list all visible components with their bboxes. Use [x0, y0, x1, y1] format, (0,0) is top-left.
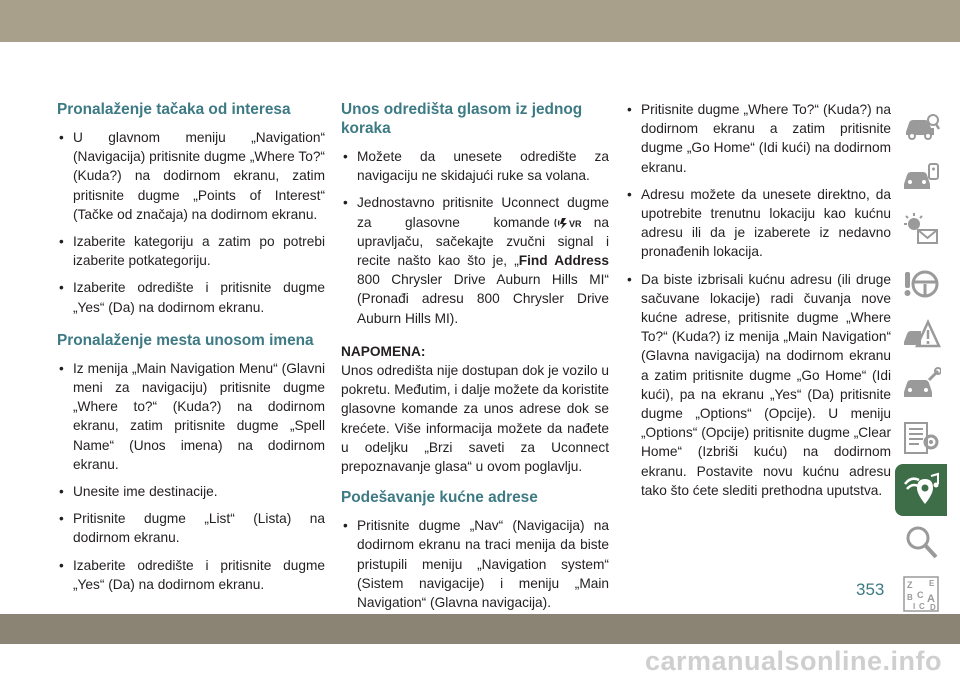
note-body: Unos odredišta nije dostupan dok je vozilo u pokretu. Međutim, i dalje možete da koristite glasovne komande za unos adrese dok se krećete. Više informacija možete da nađete u odeljku „Brzi saveti za Uconnect prepoznavanje glasa“ u ovom poglavlju.: [341, 363, 609, 475]
list-item: • Možete da unesete odredište za navigaciju ne skidajući ruke sa volana.: [341, 147, 609, 185]
item-text: na upravljaču, sačekajte zvučni signal i recite našto kao što je, „: [357, 214, 609, 269]
list-item: • U glavnom meniju „Navigation“ (Navigacija) pritisnite dugme „Where To?“ (Kuda?) na dodirnom ekranu, zatim pritisnite dugme „Points of Interest“ (Tačke od značaja) na dodirnom ekranu.: [57, 128, 325, 224]
svg-text:Z: Z: [907, 580, 913, 590]
list-item: • Da biste izbrisali kućnu adresu (ili druge sačuvane lokacije) radi čuvanja nove kućne adrese, pritisnite dugme „Where To?“ (Kuda?) iz menija „Main Navigation“ (Glavna navigacija) na dodirnom ekranu a zatim pritisnite dugme „Go Home“ (Idi kući), pa na ekranu „Yes“ (Da) pritisnite dugme „Options“ (Opcije). U meniju „Options“ (Opcije) pritisnite dugme „Clear Home“ (Izbriši kuću) na dodirnom ekranu. Postavite novu kućnu adresu tako što ćete slediti prethodna uputstva.: [625, 270, 891, 500]
column-1: [57, 100, 325, 602]
voice-command-icon: [552, 216, 592, 230]
svg-text:E: E: [929, 579, 935, 588]
svg-text:B: B: [907, 593, 913, 602]
watermark: carmanualsonline.info: [644, 646, 942, 676]
tab-car-wrench[interactable]: [895, 360, 947, 412]
top-strip: [0, 42, 960, 73]
svg-text:A: A: [927, 593, 935, 605]
find-address-bold: Find Address: [518, 253, 610, 269]
top-band: [0, 0, 960, 42]
svg-text:C: C: [917, 590, 924, 600]
alphabet-index-icon: [901, 574, 941, 614]
column-2: [341, 100, 609, 620]
tab-navigation-music[interactable]: [895, 464, 947, 516]
bottom-band: [0, 614, 960, 644]
svg-text:VR: VR: [568, 218, 582, 229]
service-list-icon: [901, 418, 941, 458]
heading-spell-name: Pronalaženje mesta unosom imena: [57, 331, 314, 349]
car-wrench-icon: [901, 366, 941, 406]
list-item: • Iz menija „Main Navigation Menu“ (Glavni meni za navigaciju) pritisnite dugme „Where to?“ (Kuda?) na dodirnom ekranu, zatim pritisnite dugme „Spell Name“ (Unos imena) na dodirnom ekranu.: [57, 359, 325, 474]
tab-service-list[interactable]: [895, 412, 947, 464]
column-3: [625, 100, 891, 508]
tab-warning[interactable]: [895, 308, 947, 360]
warning-triangle-icon: [901, 314, 941, 354]
list-item: • Unesite ime destinacije.: [57, 482, 325, 501]
svg-text:D: D: [930, 603, 936, 612]
tab-car-key[interactable]: [895, 152, 947, 204]
magnifier-icon: [901, 522, 941, 562]
list-points-of-interest: [57, 128, 325, 317]
tab-search[interactable]: [895, 516, 947, 568]
heading-home-address: Podešavanje kućne adrese: [341, 489, 538, 507]
navigation-music-icon: [901, 470, 941, 510]
list-item: • Pritisnite dugme „Nav“ (Navigacija) na dodirnom ekranu na traci menija da biste pristupili meniju „Navigation system“ (Sistem navigacije) i meniju „Main Navigation“ (Glavna navigacija).: [341, 516, 609, 612]
lights-message-icon: [901, 210, 941, 250]
svg-text:I: I: [913, 602, 916, 611]
heading-one-step-voice: Unos odredišta glasom iz jednog koraka: [341, 101, 583, 137]
list-item: • Adresu možete da unesete direktno, da upotrebite trenutnu lokaciju kao kućnu adresu ili da je izaberete iz nedavno pronađenih lokacija.: [625, 185, 891, 262]
tab-index[interactable]: [895, 568, 947, 620]
steering-wheel-icon: [901, 262, 941, 302]
list-home-address: [341, 516, 609, 612]
heading-points-of-interest: Pronalaženje tačaka od interesa: [57, 101, 291, 118]
note-heading: NAPOMENA:: [341, 343, 426, 359]
list-item: • Izaberite kategoriju a zatim po potrebi izaberite potkategoriju.: [57, 232, 325, 270]
item-text: Jednostavno pritisnite Uconnect dugme za glasovne komande: [357, 195, 609, 230]
list-home-continued: [625, 100, 891, 500]
list-spell-name: [57, 359, 325, 594]
car-info-icon: [901, 106, 941, 146]
list-item: • Izaberite odredište i pritisnite dugme „Yes“ (Da) na dodirnom ekranu.: [57, 278, 325, 316]
list-item: • Izaberite odredište i pritisnite dugme „Yes“ (Da) na dodirnom ekranu.: [57, 556, 325, 594]
page-number: 353: [856, 580, 885, 599]
list-voice: [341, 147, 609, 328]
tab-steering-wheel[interactable]: [895, 256, 947, 308]
list-item: [341, 193, 609, 327]
car-key-icon: [901, 158, 941, 198]
list-item: • Pritisnite dugme „List“ (Lista) na dodirnom ekranu.: [57, 509, 325, 547]
list-item: • Pritisnite dugme „Where To?“ (Kuda?) na dodirnom ekranu a zatim pritisnite dugme „Go Home“ (Idi kući) na dodirnom ekranu.: [625, 100, 891, 177]
tab-lights-message[interactable]: [895, 204, 947, 256]
item-text: 800 Chrysler Drive Auburn Hills MI“ (Pronađi adresu 800 Chrysler Drive Auburn Hills MI).: [357, 272, 609, 326]
tab-car-info[interactable]: [895, 100, 947, 152]
svg-text:C: C: [919, 602, 925, 611]
